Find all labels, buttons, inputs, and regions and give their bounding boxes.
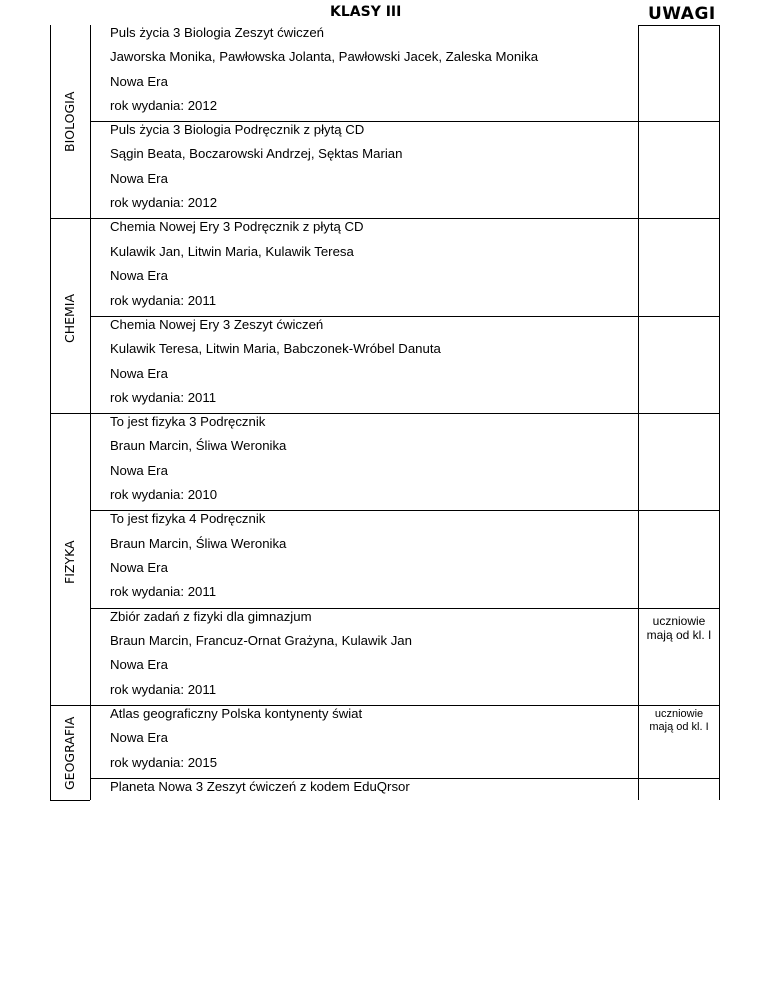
note-line: uczniowie <box>652 614 706 628</box>
book-title: Chemia Nowej Ery 3 Zeszyt ćwiczeń <box>110 317 324 332</box>
subject-biologia: BIOLOGIA <box>62 91 77 152</box>
header-klasy: KLASY III <box>330 4 402 20</box>
book-title: Chemia Nowej Ery 3 Podręcznik z płytą CD <box>110 219 364 234</box>
book-publisher: Nowa Era <box>110 74 168 89</box>
book-year: rok wydania: 2010 <box>110 487 218 502</box>
book-authors: Kulawik Teresa, Litwin Maria, Babczonek-Wróbel Danuta <box>110 341 441 356</box>
table-top-uwagi <box>638 25 720 26</box>
book-year: rok wydania: 2011 <box>110 584 217 599</box>
book-year: rok wydania: 2012 <box>110 195 218 210</box>
book-title: Planeta Nowa 3 Zeszyt ćwiczeń z kodem EduQrsor <box>110 779 410 794</box>
subject-chemia: CHEMIA <box>62 293 77 343</box>
book-title: To jest fizyka 4 Podręcznik <box>110 511 266 526</box>
note-uwagi <box>639 614 719 642</box>
book-year: rok wydania: 2012 <box>110 98 218 113</box>
book-title: Zbiór zadań z fizyki dla gimnazjum <box>110 609 312 624</box>
note-uwagi <box>639 708 719 734</box>
book-year: rok wydania: 2015 <box>110 755 218 770</box>
book-title: Atlas geograficzny Polska kontynenty świat <box>110 706 363 721</box>
row-separator <box>50 800 90 801</box>
note-line: mają od kl. I <box>646 628 712 642</box>
note-line: mają od kl. I <box>649 721 709 733</box>
book-publisher: Nowa Era <box>110 463 168 478</box>
book-publisher: Nowa Era <box>110 560 168 575</box>
book-authors: Braun Marcin, Francuz-Ornat Grażyna, Kulawik Jan <box>110 633 412 648</box>
book-year: rok wydania: 2011 <box>110 390 217 405</box>
note-line: uczniowie <box>654 708 704 720</box>
book-publisher: Nowa Era <box>110 366 168 381</box>
book-year: rok wydania: 2011 <box>110 682 217 697</box>
book-title: To jest fizyka 3 Podręcznik <box>110 414 266 429</box>
book-title: Puls życia 3 Biologia Podręcznik z płytą CD <box>110 122 365 137</box>
book-authors: Braun Marcin, Śliwa Weronika <box>110 536 287 551</box>
book-authors: Jaworska Monika, Pawłowska Jolanta, Pawłowski Jacek, Zaleska Monika <box>110 49 539 64</box>
book-authors: Kulawik Jan, Litwin Maria, Kulawik Teresa <box>110 244 354 259</box>
book-publisher: Nowa Era <box>110 171 168 186</box>
book-authors: Braun Marcin, Śliwa Weronika <box>110 438 287 453</box>
book-title: Puls życia 3 Biologia Zeszyt ćwiczeń <box>110 25 325 40</box>
book-publisher: Nowa Era <box>110 268 168 283</box>
subject-fizyka: FIZYKA <box>62 540 77 584</box>
header-uwagi: UWAGI <box>648 4 716 24</box>
book-authors: Sągin Beata, Boczarowski Andrzej, Sęktas Marian <box>110 146 403 161</box>
book-publisher: Nowa Era <box>110 730 168 745</box>
book-publisher: Nowa Era <box>110 657 168 672</box>
book-year: rok wydania: 2011 <box>110 293 217 308</box>
subject-geografia: GEOGRAFIA <box>62 716 77 790</box>
